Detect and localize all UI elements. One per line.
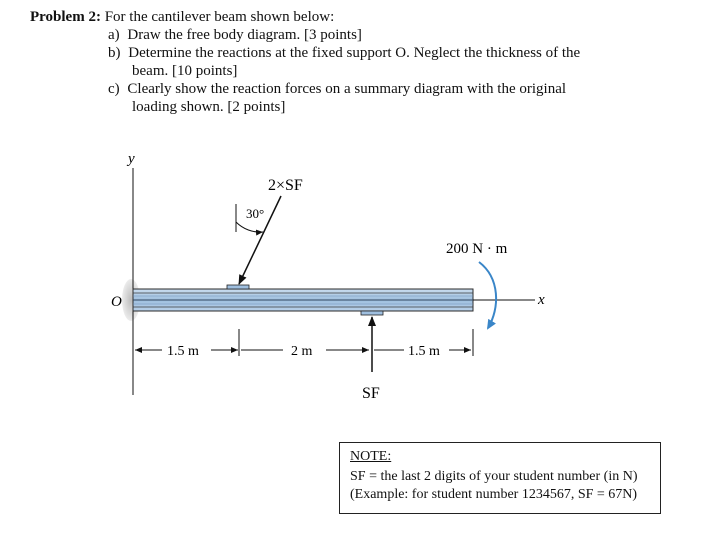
note-line-1: SF = the last 2 digits of your student number (in N) [350,469,638,484]
part-b-text-line1: Determine the reactions at the fixed support O. Neglect the thickness of the [128,45,581,61]
angle-label: 30° [246,206,265,221]
moment-arrow [479,262,496,328]
part-b-text-line2: beam. [10 points] [132,63,238,79]
upward-force-plate [361,311,383,315]
part-b-marker: b) [108,45,121,61]
note-line-2: (Example: for student number 1234567, SF = 67N) [350,487,638,502]
beam [133,289,473,311]
y-axis-label: y [128,151,135,167]
part-a-text: Draw the free body diagram. [3 points] [127,27,362,43]
problem-label: Problem 2: [30,9,101,25]
part-c-text-line1: Clearly show the reaction forces on a summary diagram with the original [127,81,567,97]
part-c-marker: c) [108,81,120,97]
moment-label: 200 N · m [446,241,508,257]
dimension-label-1: 1.5 m [167,344,199,359]
upward-force [361,311,383,372]
upward-force-label: SF [362,385,380,402]
problem-intro: For the cantilever beam shown below: [104,9,335,25]
angle-arc [236,222,263,232]
note-box [339,442,661,514]
inclined-force-plate [227,285,249,289]
origin-label: O [111,294,122,310]
note-title: NOTE: [350,449,392,464]
dimension-label-2: 2 m [291,344,313,359]
part-a-marker: a) [108,27,120,43]
inclined-force-label: 2×SF [268,177,303,194]
part-c-text-line2: loading shown. [2 points] [132,99,286,115]
dimension-label-3: 1.5 m [408,344,440,359]
x-axis-label: x [538,292,545,308]
